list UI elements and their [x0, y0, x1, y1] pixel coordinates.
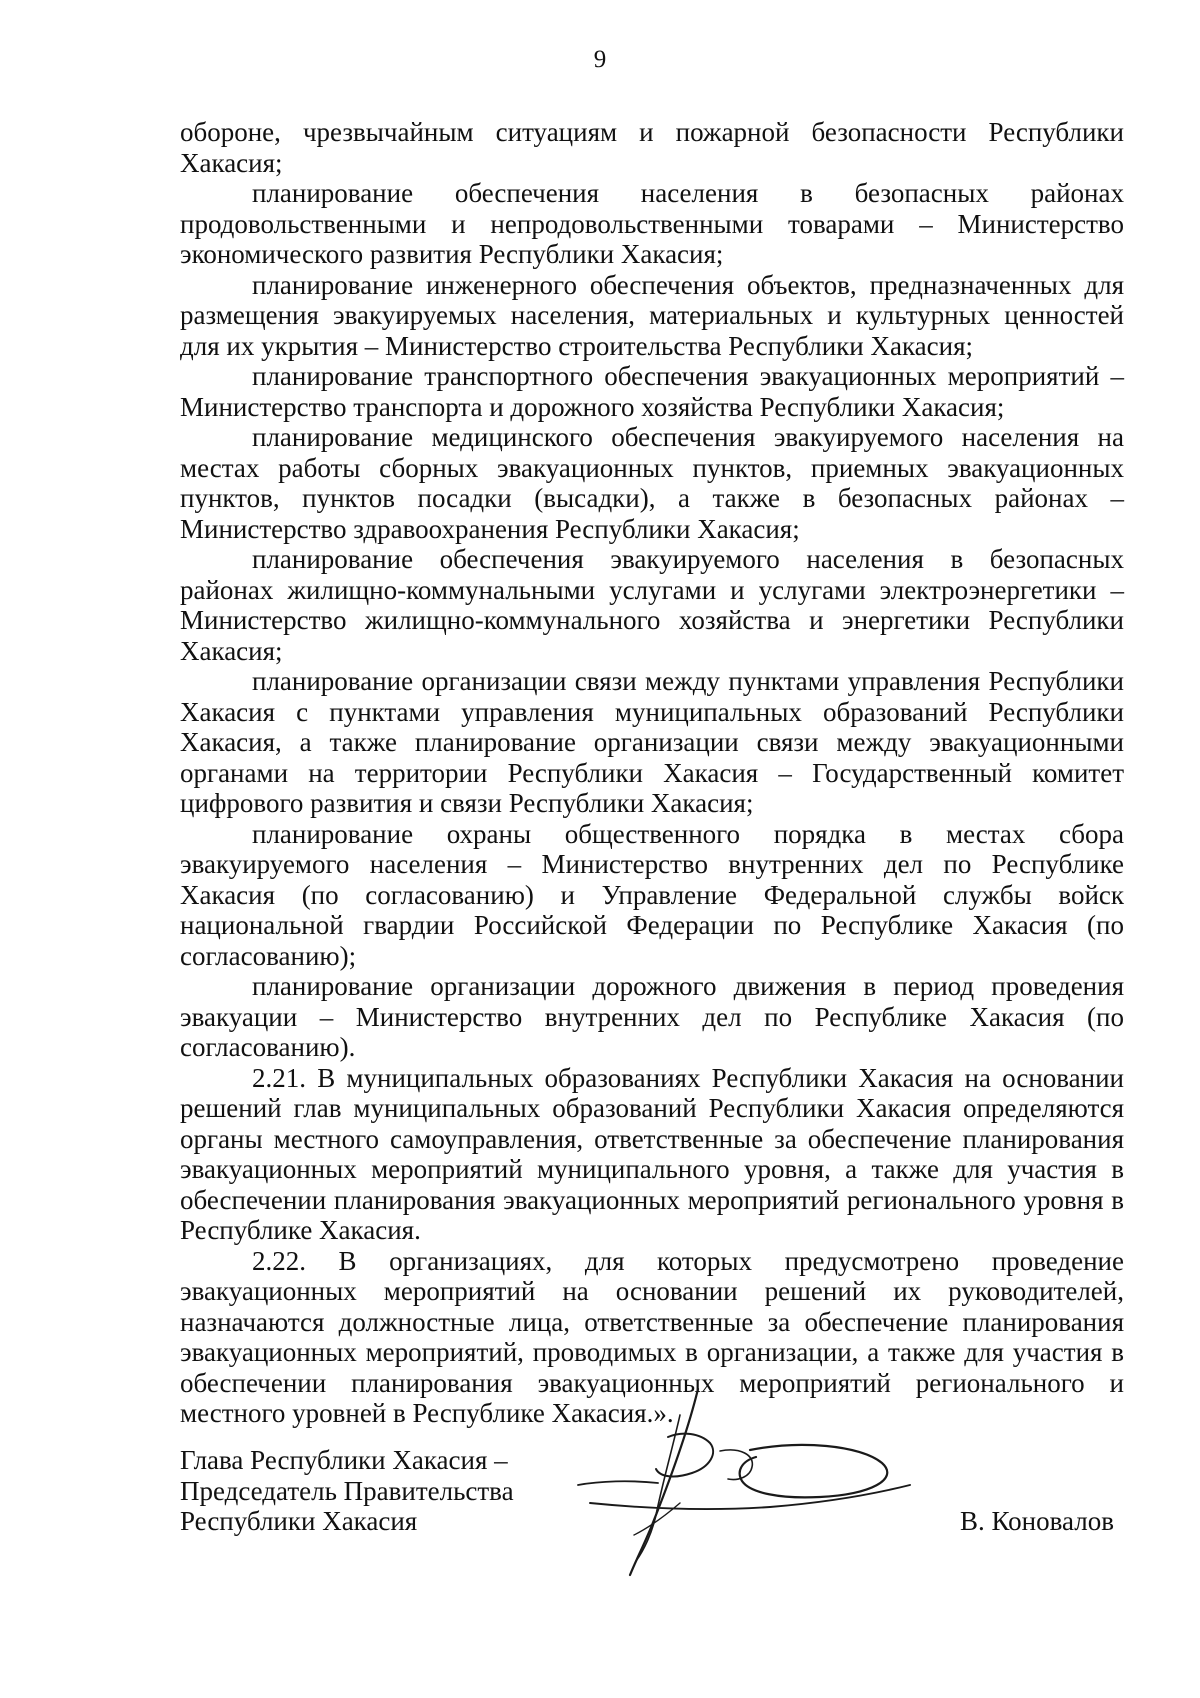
signer-position: [180, 1445, 514, 1537]
document-body: [180, 117, 1124, 1429]
paragraph-communications: планирование организации связи между пунктами управления Республики Хакасия с пунктами управления муниципальных образований Республики Хакасия, а также планирование организации связи между эвакуационными органами на территории Республики Хакасия – Государственный комитет цифрового развития и связи Республики Хакасия;: [180, 666, 1124, 818]
signer-name: В. Коновалов: [960, 1506, 1114, 1536]
paragraph-clause-2-22: 2.22. В организациях, для которых предусмотрено проведение эвакуационных мероприятий на основании решений их руководителей, назначаются должностные лица, ответственные за обеспечение планирования эвакуационных мероприятий, проводимых в организации, а также для участия в обеспечении планирования эвакуационных мероприятий регионального и местного уровней в Республике Хакасия.».: [180, 1245, 1124, 1428]
signer-position-line: Республики Хакасия: [180, 1506, 418, 1536]
signer-position-line: Глава Республики Хакасия –: [180, 1445, 508, 1475]
paragraph-traffic: планирование организации дорожного движения в период проведения эвакуации – Министерство внутренних дел по Республике Хакасия (по согласованию).: [180, 971, 1124, 1062]
page-number: 9: [593, 46, 607, 73]
paragraph-transport: планирование транспортного обеспечения эвакуационных мероприятий – Министерство транспорта и дорожного хозяйства Республики Хакасия;: [180, 361, 1124, 422]
paragraph-utilities: планирование обеспечения эвакуируемого населения в безопасных районах жилищно-коммунальными услугами и услугами электроэнергетики – Министерство жилищно-коммунального хозяйства и энергетики Республики Хакасия;: [180, 544, 1124, 666]
paragraph-clause-2-21: 2.21. В муниципальных образованиях Республики Хакасия на основании решений глав муниципальных образований Республики Хакасия определяются органы местного самоуправления, ответственные за обеспечение планирования эвакуационных мероприятий муниципального уровня, а также для участия в обеспечении планирования эвакуационных мероприятий регионального уровня в Республике Хакасия.: [180, 1062, 1124, 1245]
paragraph-public-order: планирование охраны общественного порядка в местах сбора эвакуируемого населения – Министерство внутренних дел по Республике Хакасия (по согласованию) и Управление Федеральной службы войск национальной гвардии Российской Федерации по Республике Хакасия (по согласованию);: [180, 818, 1124, 971]
paragraph-food-supply: планирование обеспечения населения в безопасных районах продовольственными и непродовольственными товарами – Министерство экономического развития Республики Хакасия;: [180, 178, 1124, 269]
paragraph-continuation: обороне, чрезвычайным ситуациям и пожарной безопасности Республики Хакасия;: [180, 117, 1124, 178]
signer-position-line: Председатель Правительства: [180, 1475, 514, 1506]
paragraph-engineering: планирование инженерного обеспечения объектов, предназначенных для размещения эвакуируемых населения, материальных и культурных ценностей для их укрытия – Министерство строительства Республики Хакасия;: [180, 269, 1124, 361]
paragraph-medical: планирование медицинского обеспечения эвакуируемого населения на местах работы сборных эвакуационных пунктов, приемных эвакуационных пунктов, пунктов посадки (высадки), а также в безопасных районах – Министерство здравоохранения Республики Хакасия;: [180, 422, 1124, 544]
